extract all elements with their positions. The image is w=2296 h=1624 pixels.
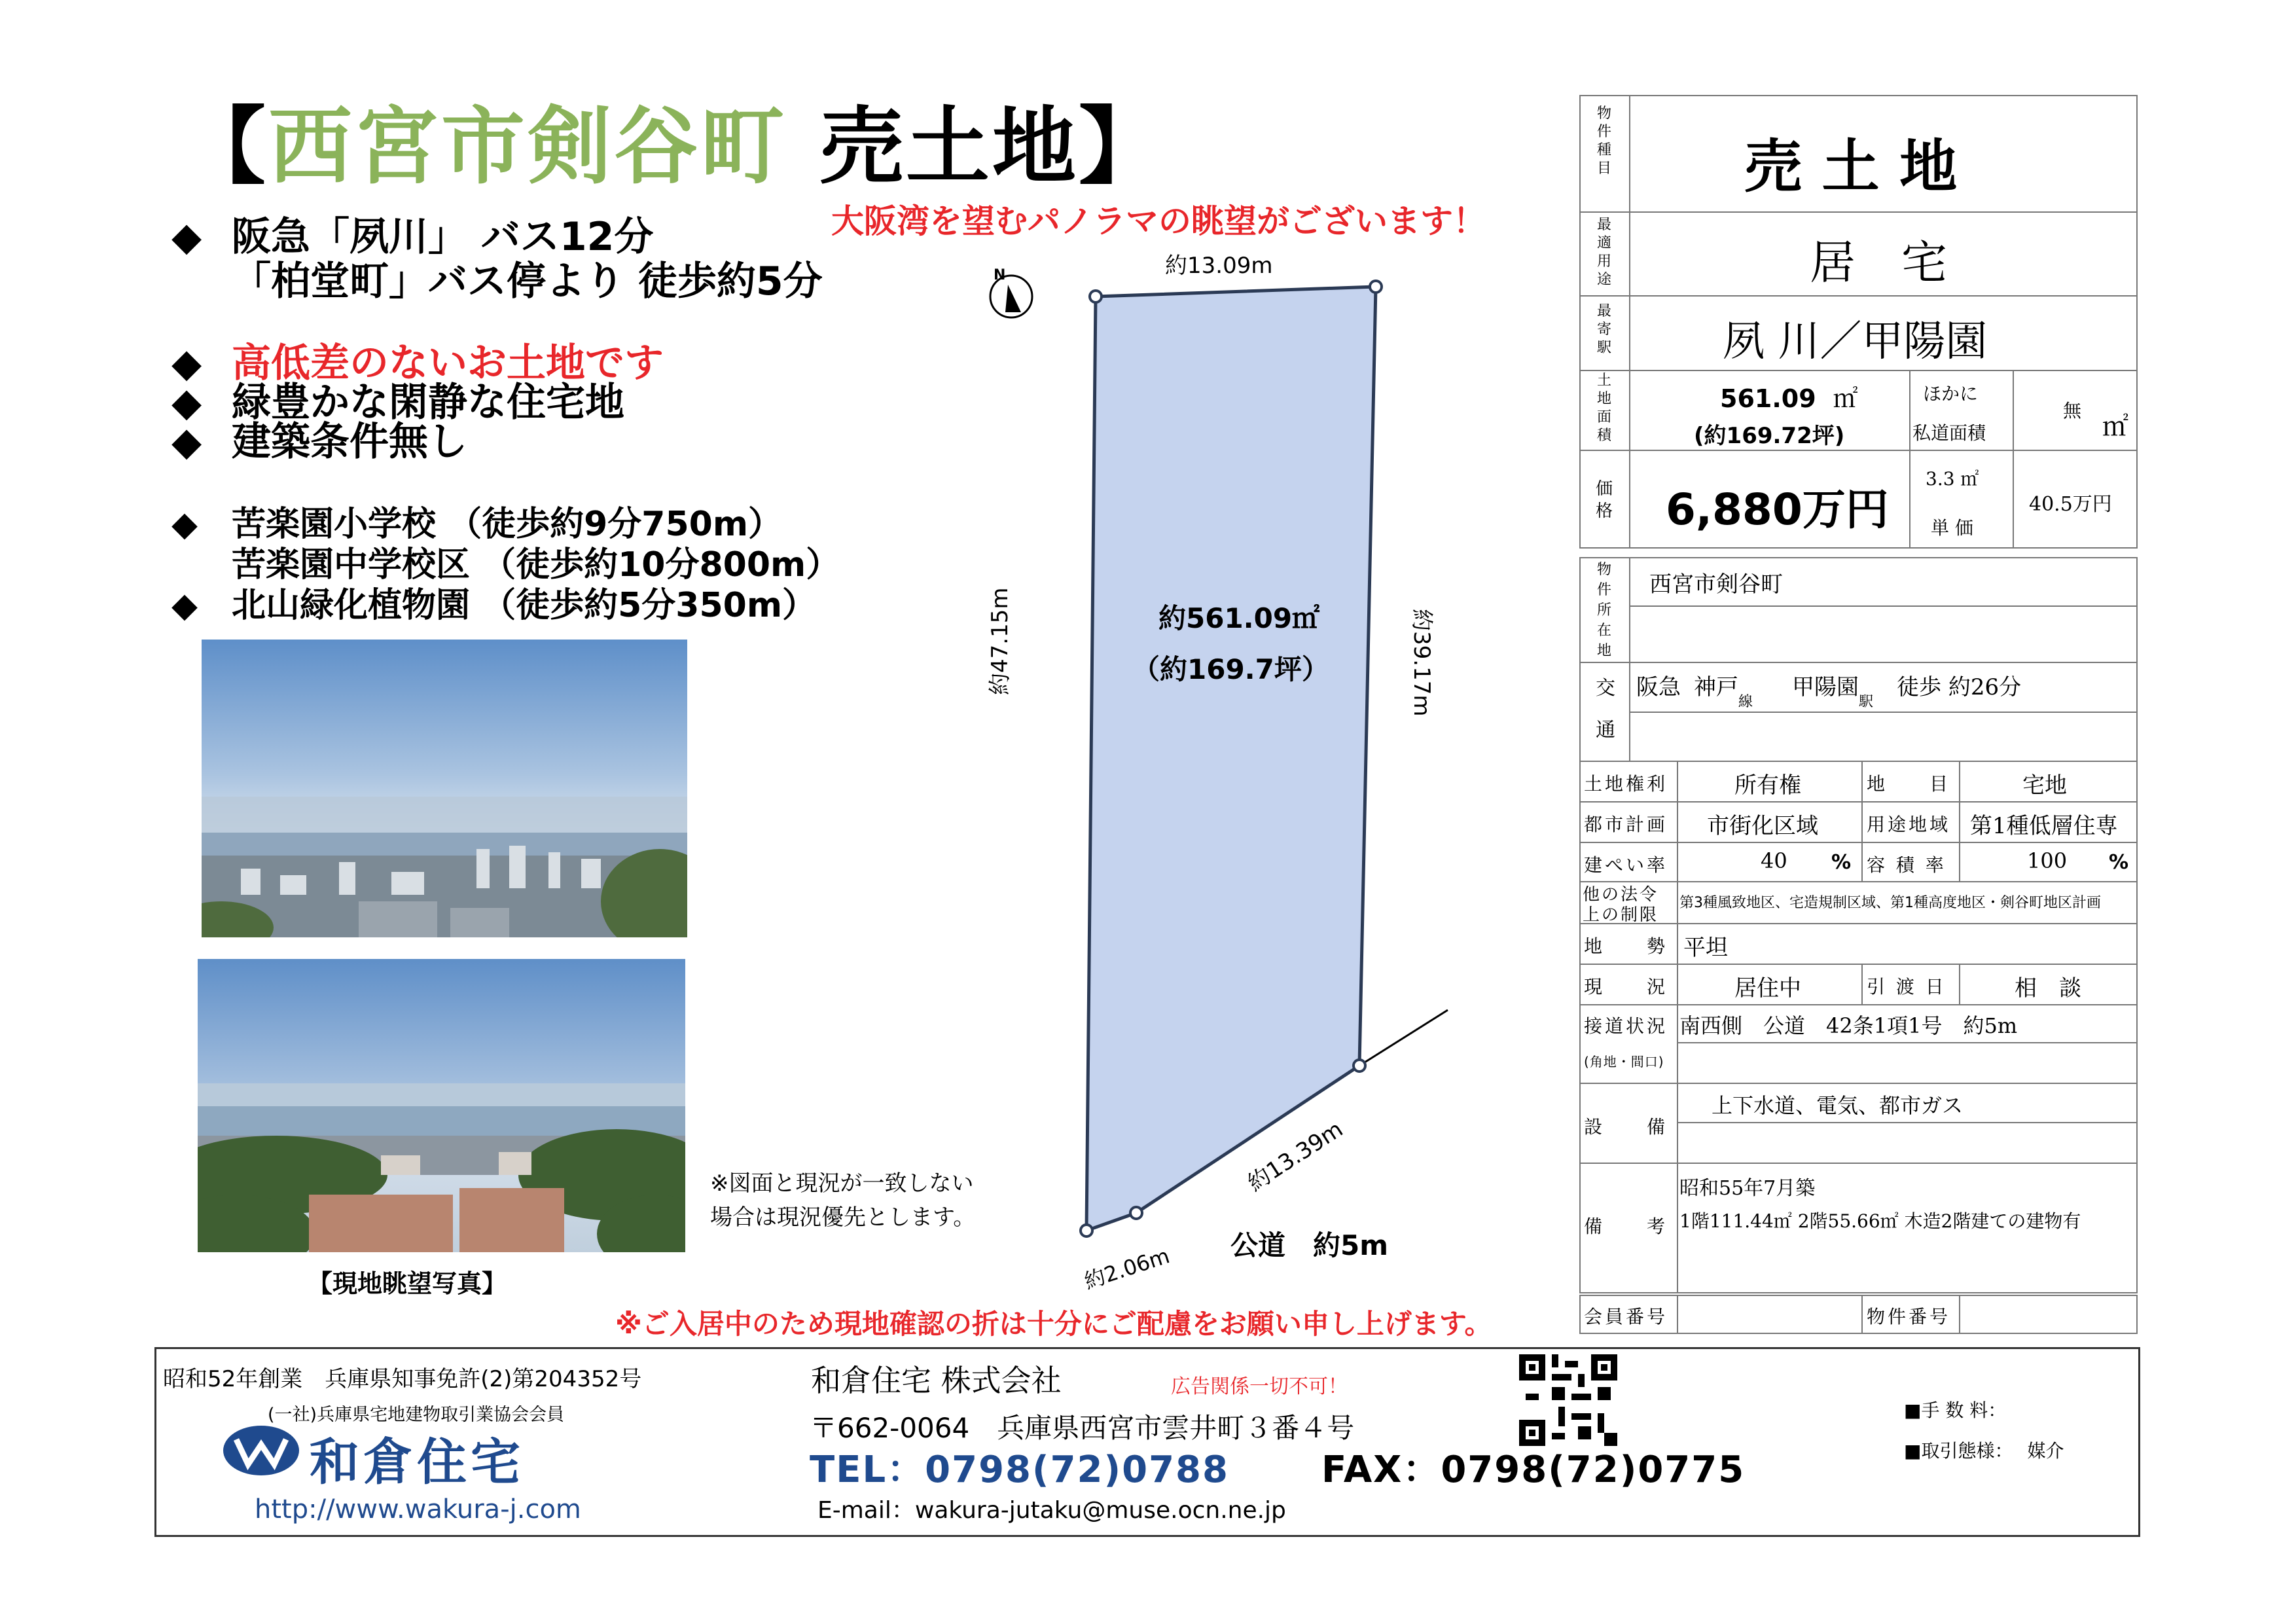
site-plan [982, 249, 1473, 1322]
use-label: 最適用途 [1596, 217, 1611, 288]
restrict-value: 第3種風致地区、宅造規制区域、第1種高度地区・剣谷町地区計画 [1679, 895, 2101, 911]
corner-point [1370, 281, 1382, 293]
land-tsubo: (約169.72坪) [1694, 423, 1845, 449]
plan-note [710, 1166, 975, 1235]
footer-founded: 昭和52年創業 兵庫県知事免許(2)第204352号 [163, 1366, 642, 1392]
access-line-1 [171, 214, 654, 260]
zone-label: 用途地域 [1867, 814, 1951, 835]
feature-item [171, 380, 624, 425]
area-tsubo: （約169.7坪） [1132, 653, 1329, 685]
title-location: 西宮市剣谷町 [268, 98, 787, 196]
transport-label-1: 交 [1596, 677, 1615, 700]
restrict-label-1: 他の法令 [1583, 885, 1659, 905]
access-line-2: 「柏堂町」バス停より 徒歩約5分 [232, 259, 823, 304]
feature-text: 緑豊かな閑静な住宅地 [232, 380, 624, 425]
coverage-label: 建ぺい率 [1584, 854, 1668, 876]
diamond-bullet-icon: ◆ [171, 340, 202, 386]
corner-point [1130, 1207, 1142, 1219]
rights-label: 土地権利 [1584, 773, 1668, 795]
road-sub-label: (角地・間口) [1584, 1054, 1664, 1070]
feature-text: 建築条件無し [232, 419, 467, 465]
transport-station-suffix: 駅 [1859, 694, 1874, 710]
value-cell [1677, 1295, 1863, 1334]
fee-label: ■手 数 料： [1904, 1399, 2007, 1421]
edge-top-label: 約13.09m [1165, 253, 1273, 279]
diamond-bullet-icon: ◆ [171, 380, 202, 425]
feature-item [171, 340, 664, 386]
no-ads-notice: 広告関係一切不可！ [1171, 1375, 1348, 1398]
road-access-label: 接道状況 [1584, 1015, 1668, 1037]
transaction-mode-row [1904, 1437, 2064, 1463]
edge-bottom-left-label: 約2.06m [1081, 1243, 1173, 1294]
view-photo-2 [198, 959, 685, 1252]
page-title [182, 98, 1166, 196]
diamond-bullet-icon: ◆ [171, 214, 202, 260]
far-value: 100 [2027, 848, 2068, 873]
private-road-value: 無 [2063, 400, 2082, 422]
plan-note-line: 場合は現況優先とします。 [710, 1204, 976, 1231]
price-value: 6,880万円 [1666, 484, 1889, 535]
transport-walk: 徒歩 約26分 [1897, 674, 2022, 700]
land-label: 土地面積 [1596, 372, 1611, 444]
station-label: 最寄駅 [1596, 303, 1611, 356]
company-tel: TEL：0798(72)0788 [810, 1449, 1229, 1491]
transport-station: 甲陽園 [1792, 674, 1859, 700]
school-item [171, 505, 783, 544]
company-address: 〒662-0064 兵庫県西宮市雲井町３番４号 [810, 1412, 1355, 1444]
member-number-label: 会員番号 [1584, 1306, 1668, 1327]
type-label: 物件種目 [1596, 105, 1611, 177]
plan-note-line: ※図面と現況が一致しない [710, 1170, 974, 1197]
facility-value: 上下水道、電気、都市ガス [1712, 1093, 1964, 1118]
value-cell [1629, 605, 2138, 663]
status-label: 現 況 [1584, 976, 1668, 998]
school-item: 苦楽園中学校区 （徒歩約10分800m） [232, 545, 840, 585]
address-label: 物件所在地 [1596, 562, 1611, 659]
corner-point [1081, 1225, 1092, 1236]
restrict-label-2: 上の制限 [1583, 905, 1659, 925]
school-text: 苦楽園小学校 （徒歩約9分750m） [232, 505, 783, 544]
edge-right-label: 約39.17m [1408, 609, 1435, 717]
category-value: 宅地 [2022, 772, 2067, 799]
photo-caption: 【現地眺望写真】 [308, 1269, 507, 1298]
far-label: 容 積 率 [1867, 854, 1946, 876]
diamond-bullet-icon: ◆ [171, 586, 198, 625]
value-cell [1677, 1042, 2138, 1084]
feature-item [171, 419, 467, 465]
title-type: 売土地 [819, 98, 1079, 196]
land-unit: ㎡ [1833, 384, 1858, 413]
unit-price-label-1: 3.3 ㎡ [1926, 468, 1979, 490]
north-label: N [994, 267, 1006, 283]
qr-code-icon [1519, 1354, 1617, 1446]
facility-label: 設 備 [1584, 1116, 1668, 1138]
edge-bottom-right-label: 約13.39m [1243, 1116, 1348, 1197]
area-m2: 約561.09㎡ [1158, 602, 1320, 634]
station-value: 夙 川／甲陽園 [1723, 317, 1988, 366]
tagline: 大阪湾を望むパノラマの眺望がございます！ [831, 202, 1486, 240]
company-logo-icon [222, 1421, 300, 1480]
company-fax: FAX：0798(72)0775 [1321, 1449, 1746, 1491]
rights-value: 所有権 [1734, 772, 1801, 799]
private-road-label-1: ほかに [1923, 383, 1979, 405]
land-m2-value: 561.09 [1720, 384, 1816, 413]
transport-label-2: 通 [1596, 719, 1615, 742]
company-url[interactable]: http://www.wakura-j.com [255, 1494, 581, 1525]
terrain-value: 平坦 [1683, 935, 1728, 961]
private-road-label-2: 私道面積 [1912, 422, 1986, 444]
road-access-value: 南西側 公道 42条1項1号 約5m [1679, 1013, 2018, 1038]
diamond-bullet-icon: ◆ [171, 505, 198, 544]
footer-association: (一社)兵庫県宅地建物取引業協会会員 [268, 1405, 565, 1425]
road-label: 公道 約5m [1230, 1229, 1388, 1261]
transaction-mode-label: ■取引態様： [1904, 1440, 2013, 1462]
footer-box [154, 1347, 2140, 1537]
remarks-line-2: 1階111.44㎡ 2階55.66㎡ 木造2階建ての建物有 [1679, 1210, 2081, 1232]
title-bracket-close: 】 [1079, 98, 1166, 196]
use-value: 居 宅 [1810, 236, 1947, 289]
transport-line-suffix: 線 [1738, 694, 1753, 710]
value-cell [1677, 1122, 2138, 1164]
remarks-label: 備 考 [1584, 1216, 1668, 1237]
land-m2 [1720, 378, 1858, 414]
corner-point [1354, 1060, 1365, 1072]
handover-value: 相 談 [2015, 975, 2081, 1001]
north-arrow-icon [982, 265, 1041, 324]
transaction-mode-value: 媒介 [2027, 1440, 2064, 1462]
price-label: 価格 [1595, 479, 1613, 521]
terrain-label: 地 勢 [1584, 935, 1668, 957]
plan-label: 都市計画 [1584, 814, 1668, 835]
value-cell [1959, 1295, 2138, 1334]
edge-left-label: 約47.15m [987, 587, 1013, 695]
remarks-line-1: 昭和55年7月築 [1679, 1177, 1816, 1200]
coverage-value: 40 [1761, 848, 1787, 873]
coverage-unit: % [1831, 851, 1852, 874]
value-cell [1629, 712, 2138, 762]
plan-value: 市街化区域 [1707, 813, 1818, 839]
lot-polygon [1086, 287, 1376, 1231]
unit-price-value: 40.5万円 [2029, 493, 2112, 516]
view-photo-1 [202, 640, 687, 937]
value-cell [1677, 923, 2138, 965]
company-name: 和倉住宅 株式会社 [811, 1363, 1062, 1398]
road-line [1359, 1010, 1448, 1066]
transport-railway: 阪急 [1636, 674, 1681, 700]
property-number-label: 物件番号 [1867, 1306, 1951, 1327]
zone-value: 第1種低層住専 [1970, 813, 2118, 839]
type-value: 売 土 地 [1744, 133, 1958, 200]
fee-row [1904, 1396, 2006, 1422]
status-value: 居住中 [1734, 975, 1801, 1001]
company-email[interactable]: E-mail：wakura-jutaku@muse.ocn.ne.jp [817, 1497, 1286, 1524]
unit-price-label-2: 単 価 [1931, 517, 1973, 539]
school-item [171, 588, 816, 623]
corner-point [1090, 291, 1102, 302]
private-road-unit: ㎡ [2102, 412, 2128, 442]
transport-value [1636, 669, 2022, 710]
warning-text: ※ご入居中のため現地確認の折は十分にご配慮をお願い申し上げます。 [615, 1308, 1492, 1340]
far-unit: % [2109, 851, 2129, 874]
school-text: 北山緑化植物園 （徒歩約5分350m） [232, 586, 817, 625]
access-text-1: 阪急「夙川」 バス12分 [232, 214, 654, 260]
category-label: 地 目 [1867, 773, 1951, 795]
diamond-bullet-icon: ◆ [171, 419, 202, 465]
handover-label: 引 渡 日 [1867, 976, 1946, 998]
transport-line-name: 神戸 [1694, 674, 1738, 700]
logo-text: 和倉住宅 [310, 1433, 524, 1491]
feature-text: 高低差のないお土地です [232, 340, 664, 386]
address-value: 西宮市剣谷町 [1649, 571, 1783, 598]
title-bracket-open: 【 [182, 98, 269, 196]
